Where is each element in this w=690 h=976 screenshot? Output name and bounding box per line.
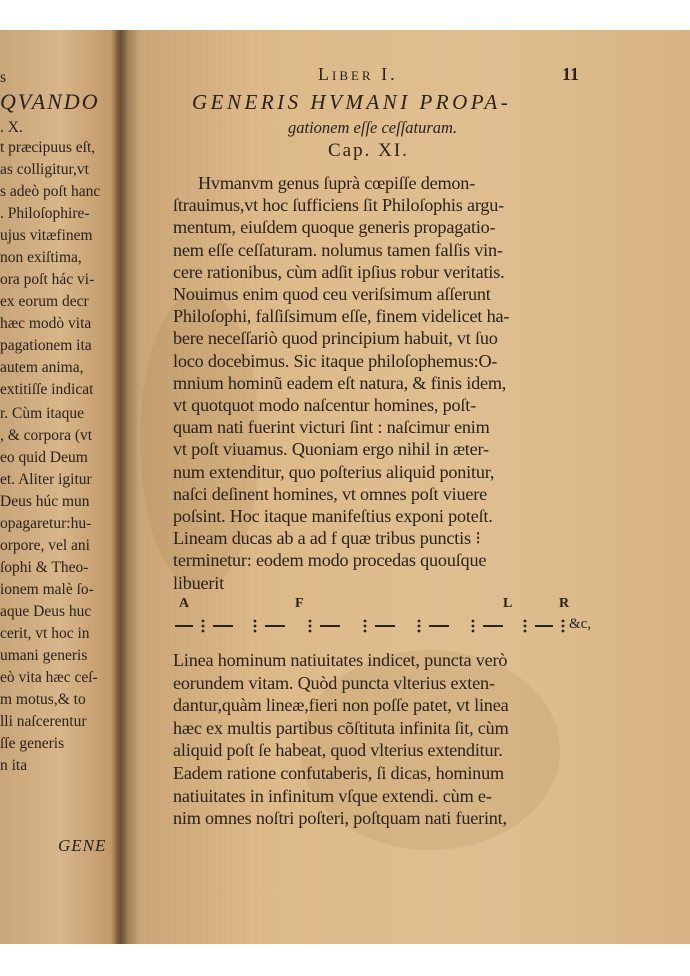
left-page-line: hæc modò vita <box>0 315 92 332</box>
body-line: vt poſt viuamus. Quoniam ergo nihil in æter- <box>173 439 489 460</box>
body-line: nem eſſe ceſſaturam. nolumus tamen falſis vin- <box>173 239 503 260</box>
body-line: num extenditur, quo poſterius aliquid ponitur, <box>173 461 495 482</box>
left-page-line: ſophi & Theo- <box>0 559 89 576</box>
body-line: Hvmanvm genus ſuprà cœpiſſe demon- <box>198 173 476 193</box>
diagram-label-l: L <box>503 596 513 611</box>
diagram-etc: &c, <box>569 616 592 632</box>
left-page-line: non exiſtima, <box>0 249 82 266</box>
left-page-line: ſſe generis <box>0 735 65 752</box>
left-page-line: cerit, vt hoc in <box>0 625 90 642</box>
left-page-line: s <box>0 69 7 86</box>
left-page-line: eò vita hæc ceſ- <box>0 669 98 686</box>
left-page-line: t præcipuus eſt, <box>0 139 96 156</box>
left-page-line: extitiſſe indicat <box>0 381 94 398</box>
left-page-line: s adeò poſt hanc <box>0 183 101 200</box>
body-line: Lineam ducas ab a ad f quæ tribus punctis ⁝ <box>173 528 481 549</box>
body-line: mentum, eiuſdem quoque generis propagatio- <box>173 217 496 238</box>
left-page-line: QVANDO <box>0 89 100 114</box>
body-line: libuerit <box>173 572 224 593</box>
body-line: nim omnes noſtri poſteri, poſtquam nati fuerint, <box>173 808 507 829</box>
running-head: Liber I. <box>318 64 398 84</box>
chapter-number: Cap. XI. <box>328 140 409 161</box>
chapter-title-line-1: GENERIS HVMANI PROPA- <box>192 90 512 114</box>
body-line: aliquid poſt ſe habeat, quod vlterius extenditur. <box>173 740 503 761</box>
body-line: Linea hominum natiuitates indicet, puncta verò <box>173 650 508 670</box>
body-line: ſtrauimus,vt hoc ſufficiens ſit Philoſophis argu- <box>173 195 505 216</box>
left-page <box>0 30 120 944</box>
left-page-line: ionem malè ſo- <box>0 581 94 598</box>
left-page-line: et. Aliter igitur <box>0 471 92 488</box>
body-line: cere rationibus, cùm adſit ipſius robur veritatis. <box>173 261 505 282</box>
dashed-dotted-line <box>173 618 568 634</box>
diagram-label-a: A <box>179 596 190 611</box>
body-line: poſsint. Hoc itaque manifeſtius exponi poteſt. <box>173 506 493 526</box>
body-line: vt quotquot modo naſcentur homines, poſt- <box>173 395 476 415</box>
left-page-line: ora poſt hác vi- <box>0 271 95 288</box>
body-line: natiuitates in infinitum vſque extendi. cùm e- <box>173 785 492 806</box>
chapter-title-line-2: gationem eſſe ceſſaturam. <box>288 118 458 137</box>
left-catchword: GENE <box>58 836 107 855</box>
body-line: eorundem vitam. Quòd puncta vlterius exten- <box>173 672 495 693</box>
body-line: terminetur: eodem modo procedas quouſque <box>173 550 487 571</box>
left-page-line: autem anima, <box>0 359 84 376</box>
left-page-line: . X. <box>0 119 23 136</box>
left-page-line: aque Deus huc <box>0 603 92 620</box>
body-line: quam nati fuerint victuri ſint : naſcimur enim <box>173 417 490 438</box>
left-page-line: orpore, vel ani <box>0 537 90 554</box>
body-line: dantur,quàm lineæ,fieri non poſſe patet, vt linea <box>173 695 509 716</box>
body-line: Philoſophi, falſiſsimum eſſe, finem videlicet ha- <box>173 306 510 327</box>
body-line: loco docebimus. Sic itaque philoſophemus:O- <box>173 350 498 371</box>
left-page-line: n ita <box>0 757 28 774</box>
left-page-line: opagaretur:hu- <box>0 515 92 532</box>
page-number: 11 <box>562 64 580 84</box>
body-line: hæc ex multis partibus cõſtituta infinita ſit, cùm <box>173 717 509 738</box>
book-gutter <box>112 30 128 944</box>
left-page-line: ex eorum decr <box>0 293 89 310</box>
left-page-line: Deus húc mun <box>0 493 90 510</box>
left-page-line: as colligitur,vt <box>0 161 89 178</box>
body-line: Eadem ratione confutaberis, ſi dicas, hominum <box>173 763 504 783</box>
left-page-line: . Philoſophire- <box>0 205 90 222</box>
left-page-line: pagationem ita <box>0 337 92 354</box>
body-line: mnium hominũ eadem eſt natura, & finis idem, <box>173 372 507 393</box>
left-page-line: umani generis <box>0 647 88 664</box>
body-line: naſci deſinent homines, vt omnes poſt viuere <box>173 483 487 504</box>
diagram-labels <box>173 596 593 614</box>
diagram-label-r: R <box>559 596 570 611</box>
book-scan <box>0 30 690 944</box>
line-diagram <box>173 596 593 646</box>
left-page-line: r. Cùm itaque <box>0 405 84 422</box>
body-line: bere neceſſariò quod principium habuit, vt ſuo <box>173 328 498 349</box>
left-page-line: ujus vitæfinem <box>0 227 93 244</box>
left-page-line: m motus,& to <box>0 691 86 708</box>
diagram-label-f: F <box>295 596 304 611</box>
right-page <box>128 30 690 944</box>
left-page-line: eo quid Deum <box>0 449 88 466</box>
left-page-line: , & corpora (vt <box>0 427 93 444</box>
body-line: Nouimus enim quod ceu veriſsimum aſſerunt <box>173 284 491 304</box>
left-page-line: lli naſcerentur <box>0 713 87 730</box>
